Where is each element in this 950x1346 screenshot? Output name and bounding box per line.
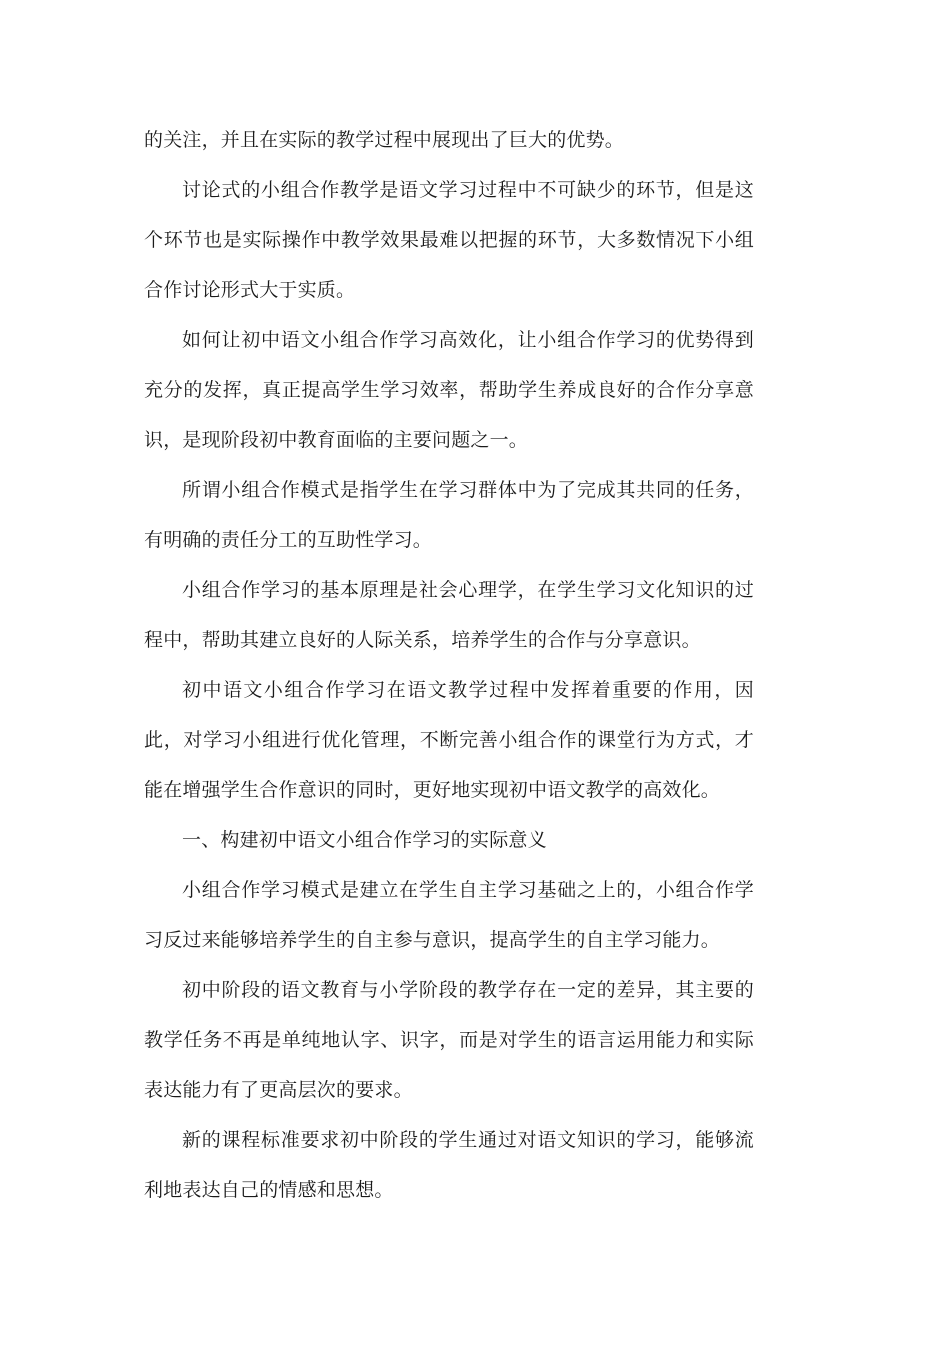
paragraph-continuation: 的关注，并且在实际的教学过程中展现出了巨大的优势。	[144, 129, 625, 151]
paragraph: 如何让初中语文小组合作学习高效化，让小组合作学习的优势得到充分的发挥，真正提高学生学习效率，帮助学生养成良好的合作分享意识，是现阶段初中教育面临的主要问题之一。	[144, 329, 754, 451]
paragraph: 小组合作学习模式是建立在学生自主学习基础之上的，小组合作学习反过来能够培养学生的自主参与意识，提高学生的自主学习能力。	[144, 879, 754, 951]
paragraph: 初中语文小组合作学习在语文教学过程中发挥着重要的作用，因此，对学习小组进行优化管理，不断完善小组合作的课堂行为方式，才能在增强学生合作意识的同时，更好地实现初中语文教学的高效化。	[144, 679, 754, 801]
document-body	[144, 115, 754, 1215]
paragraph: 小组合作学习的基本原理是社会心理学，在学生学习文化知识的过程中，帮助其建立良好的人际关系，培养学生的合作与分享意识。	[144, 579, 754, 651]
paragraph: 所谓小组合作模式是指学生在学习群体中为了完成其共同的任务，有明确的责任分工的互助性学习。	[144, 479, 754, 551]
paragraph: 新的课程标准要求初中阶段的学生通过对语文知识的学习，能够流利地表达自己的情感和思想。	[144, 1129, 754, 1201]
paragraph: 讨论式的小组合作教学是语文学习过程中不可缺少的环节，但是这个环节也是实际操作中教学效果最难以把握的环节，大多数情况下小组合作讨论形式大于实质。	[144, 179, 754, 301]
paragraph: 初中阶段的语文教育与小学阶段的教学存在一定的差异，其主要的教学任务不再是单纯地认字、识字，而是对学生的语言运用能力和实际表达能力有了更高层次的要求。	[144, 979, 754, 1101]
section-heading: 一、构建初中语文小组合作学习的实际意义	[182, 829, 547, 851]
